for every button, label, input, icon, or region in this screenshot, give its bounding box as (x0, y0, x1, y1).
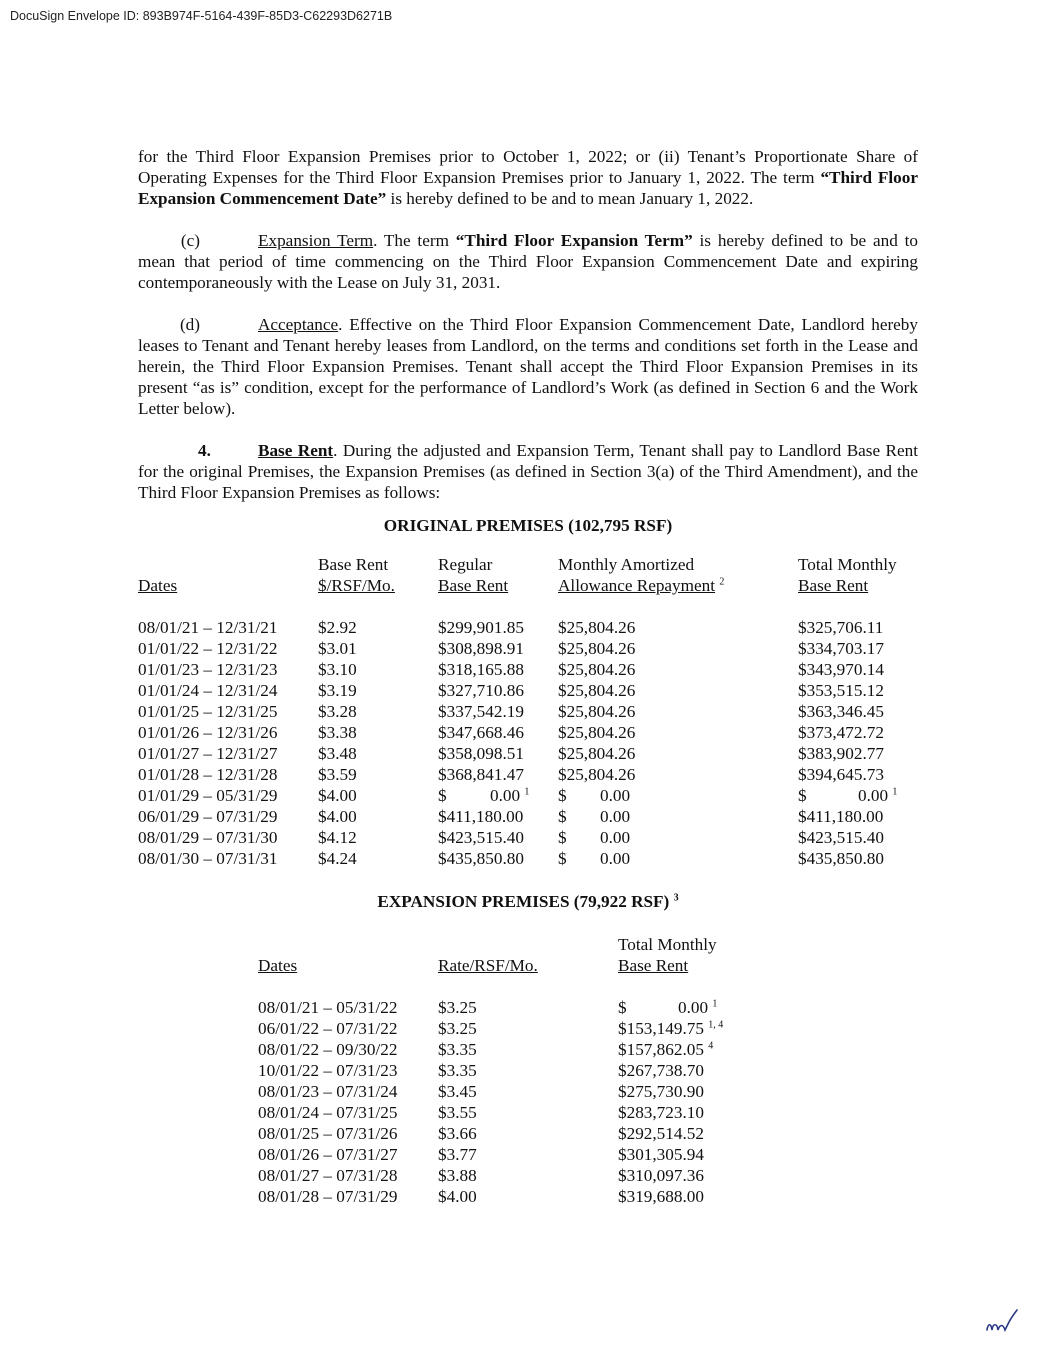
cell-rate: $3.01 (318, 639, 357, 658)
cell-rate: $3.35 (438, 1061, 477, 1080)
cell-total: $334,703.17 (798, 639, 884, 658)
column-header: Total Monthly (618, 935, 717, 954)
cell-dates: 08/01/23 – 07/31/24 (258, 1082, 398, 1101)
cell-total: $383,902.77 (798, 744, 884, 763)
cell-dates: 08/01/30 – 07/31/31 (138, 849, 278, 868)
paragraph-text: . The term (373, 231, 456, 250)
cell-total: $363,346.45 (798, 702, 884, 721)
cell-total: $411,180.00 (798, 807, 884, 826)
cell-total: $353,515.12 (798, 681, 884, 700)
cell-regular: $318,165.88 (438, 660, 524, 679)
cell-rate: $3.59 (318, 765, 357, 784)
defined-term: “Third Floor Expansion Term” (455, 231, 693, 250)
table-row (258, 1039, 818, 1060)
cell-total: $267,738.70 (618, 1061, 704, 1080)
column-header: Total Monthly (798, 555, 897, 574)
cell-rate: $3.55 (438, 1103, 477, 1122)
cell-regular: $327,710.86 (438, 681, 524, 700)
cell-total: $301,305.94 (618, 1145, 704, 1164)
subsection-label: (c) (180, 231, 200, 250)
currency-symbol: $ (558, 807, 567, 826)
cell-dates: 01/01/26 – 12/31/26 (138, 723, 278, 742)
table-row (258, 1123, 818, 1144)
table-row (138, 659, 918, 680)
table-row (138, 638, 918, 659)
cell-amortized: $25,804.26 (558, 702, 636, 721)
cell-rate: $3.88 (438, 1166, 477, 1185)
cell-dates: 08/01/24 – 07/31/25 (258, 1103, 398, 1122)
table-header-row (258, 955, 818, 976)
amount-value: 0.00 (678, 998, 709, 1017)
cell-dates: 08/01/27 – 07/31/28 (258, 1166, 398, 1185)
currency-symbol: $ (558, 786, 567, 805)
cell-dates: 06/01/29 – 07/31/29 (138, 807, 278, 826)
footnote-marker: 1, 4 (708, 1019, 724, 1031)
table-row (258, 997, 818, 1018)
cell-rate: $3.48 (318, 744, 357, 763)
cell-dates: 01/01/22 – 12/31/22 (138, 639, 278, 658)
table-row (138, 785, 918, 806)
column-header: Base Rent (318, 555, 389, 574)
amount-value: 0.00 (600, 828, 631, 847)
table-row (138, 848, 918, 869)
footnote-marker: 1 (892, 786, 898, 798)
table-row (138, 722, 918, 743)
cell-total: $283,723.10 (618, 1103, 704, 1122)
currency-symbol: $ (618, 998, 627, 1017)
cell-total: $394,645.73 (798, 765, 884, 784)
paragraph-text: . During the adjusted and Expansion Term, Tenant shall pay to Landlord Base Rent for the original Premises, the Expansion Premises (as defined in Section 3(a) of the Third Amendment), and the Third Floor Expansion Premises as follows: (138, 441, 918, 502)
amount-value: 0.00 (490, 786, 521, 805)
document-page (138, 146, 918, 1207)
table-row (138, 680, 918, 701)
column-header-rate: Rate/RSF/Mo. (438, 956, 538, 975)
table-row (138, 827, 918, 848)
section-heading: Base Rent (258, 441, 334, 460)
cell-amortized: $25,804.26 (558, 765, 636, 784)
cell-total: $292,514.52 (618, 1124, 704, 1143)
subsection-heading: Acceptance (258, 315, 339, 334)
column-header-regular: Base Rent (438, 576, 509, 595)
table-row (258, 1165, 818, 1186)
subsection-label: (d) (179, 315, 200, 334)
paragraph-acceptance (138, 314, 918, 419)
paragraph-text: is hereby defined to be and to mean that period of time commencing on the Third Floor Expansion Commencement Date and expiring contemporaneously with the Lease on July 31, 2031. (138, 231, 918, 292)
cell-regular: $368,841.47 (438, 765, 524, 784)
cell-total: $153,149.75 (618, 1019, 704, 1038)
column-header: Regular (438, 555, 493, 574)
cell-rate: $3.25 (438, 1019, 477, 1038)
paragraph-continuation (138, 146, 918, 209)
original-premises-table (138, 554, 918, 869)
initials-mark (984, 1308, 1024, 1338)
amount-value: 0.00 (858, 786, 889, 805)
table-row (258, 1144, 818, 1165)
footnote-marker: 2 (719, 576, 725, 588)
cell-dates: 08/01/26 – 07/31/27 (258, 1145, 398, 1164)
table-header-row (138, 575, 918, 596)
cell-amortized: $25,804.26 (558, 744, 636, 763)
cell-amortized: $25,804.26 (558, 639, 636, 658)
cell-regular: $337,542.19 (438, 702, 524, 721)
table-row (138, 764, 918, 785)
table-row (258, 1018, 818, 1039)
column-header: Monthly Amortized (558, 555, 695, 574)
column-header-dates: Dates (138, 576, 178, 595)
currency-symbol: $ (798, 786, 807, 805)
cell-dates: 01/01/23 – 12/31/23 (138, 660, 278, 679)
paragraph-text: . Effective on the Third Floor Expansion Commencement Date, Landlord hereby leases to Tenant and Tenant hereby leases from Landlord, on the terms and conditions set forth in the Lease and herein, the Third Floor Expansion Premises. Tenant shall accept the Third Floor Expansion Premises in its present “as is” condition, except for the performance of Landlord’s Work (as defined in Section 6 and the Work Letter below). (138, 315, 918, 418)
currency-symbol: $ (558, 828, 567, 847)
amount-value: 0.00 (600, 807, 631, 826)
cell-regular: $435,850.80 (438, 849, 524, 868)
column-header-amortized: Allowance Repayment (558, 576, 716, 595)
footnote-marker: 3 (673, 892, 679, 904)
amount-value: 0.00 (600, 849, 631, 868)
cell-rate: $3.19 (318, 681, 357, 700)
cell-dates: 01/01/27 – 12/31/27 (138, 744, 278, 763)
cell-total: $435,850.80 (798, 849, 884, 868)
cell-regular: $299,901.85 (438, 618, 524, 637)
column-header-rate: $/RSF/Mo. (318, 576, 395, 595)
table-row (138, 743, 918, 764)
footnote-marker: 4 (708, 1040, 714, 1052)
amount-value: 0.00 (600, 786, 631, 805)
cell-total: $319,688.00 (618, 1187, 704, 1206)
cell-regular: $347,668.46 (438, 723, 524, 742)
cell-rate: $3.66 (438, 1124, 477, 1143)
defined-term: “Third Floor Expansion Commencement Date” (138, 168, 918, 208)
cell-dates: 08/01/28 – 07/31/29 (258, 1187, 398, 1206)
section-number: 4. (198, 441, 211, 460)
cell-dates: 06/01/22 – 07/31/22 (258, 1019, 398, 1038)
cell-rate: $3.77 (438, 1145, 477, 1164)
cell-total: $373,472.72 (798, 723, 884, 742)
cell-rate: $3.35 (438, 1040, 477, 1059)
cell-total: $310,097.36 (618, 1166, 704, 1185)
cell-amortized: $25,804.26 (558, 618, 636, 637)
cell-rate: $2.92 (318, 618, 357, 637)
paragraph-base-rent (138, 440, 918, 503)
cell-amortized: $25,804.26 (558, 723, 636, 742)
cell-dates: 08/01/29 – 07/31/30 (138, 828, 278, 847)
cell-total: $343,970.14 (798, 660, 884, 679)
cell-rate: $4.00 (438, 1187, 477, 1206)
cell-rate: $3.38 (318, 723, 357, 742)
table-header-row (138, 554, 918, 575)
initials-signature (984, 1308, 1024, 1343)
cell-dates: 01/01/25 – 12/31/25 (138, 702, 278, 721)
subsection-heading: Expansion Term (258, 231, 374, 250)
footnote-marker: 1 (524, 786, 530, 798)
cell-regular: $358,098.51 (438, 744, 524, 763)
cell-regular: $423,515.40 (438, 828, 524, 847)
cell-dates: 10/01/22 – 07/31/23 (258, 1061, 398, 1080)
paragraph-text: for the Third Floor Expansion Premises prior to October 1, 2022; or (ii) Tenant’s Proportionate Share of Operating Expenses for the Third Floor Expansion Premises prior to January 1, 2022. The term (138, 147, 918, 187)
cell-regular: $411,180.00 (438, 807, 524, 826)
cell-regular: $308,898.91 (438, 639, 524, 658)
cell-rate: $3.25 (438, 998, 477, 1017)
cell-rate: $3.28 (318, 702, 357, 721)
currency-symbol: $ (438, 786, 447, 805)
table-row (138, 806, 918, 827)
cell-rate: $3.45 (438, 1082, 477, 1101)
cell-total: $423,515.40 (798, 828, 884, 847)
cell-amortized: $25,804.26 (558, 681, 636, 700)
table-row (258, 1081, 818, 1102)
cell-dates: 01/01/29 – 05/31/29 (138, 786, 278, 805)
cell-total: $157,862.05 (618, 1040, 704, 1059)
footnote-marker: 1 (712, 998, 718, 1010)
expansion-premises-table (258, 934, 818, 1207)
table-row (258, 1060, 818, 1081)
expansion-premises-title (138, 891, 918, 912)
table-row (258, 1186, 818, 1207)
cell-rate: $4.00 (318, 786, 357, 805)
column-header-total: Base Rent (618, 956, 689, 975)
cell-dates: 08/01/25 – 07/31/26 (258, 1124, 398, 1143)
column-header-dates: Dates (258, 956, 298, 975)
cell-dates: 08/01/22 – 09/30/22 (258, 1040, 398, 1059)
paragraph-expansion-term (138, 230, 918, 293)
cell-dates: 08/01/21 – 12/31/21 (138, 618, 278, 637)
expansion-title-text: EXPANSION PREMISES (79,922 RSF) (377, 892, 670, 911)
docusign-envelope-id: DocuSign Envelope ID: 893B974F-5164-439F-85D3-C62293D6271B (10, 9, 393, 23)
original-premises-title: ORIGINAL PREMISES (102,795 RSF) (383, 516, 673, 535)
cell-rate: $4.12 (318, 828, 357, 847)
paragraph-text: is hereby defined to be and to mean January 1, 2022. (386, 189, 754, 208)
cell-total: $275,730.90 (618, 1082, 704, 1101)
table-row (138, 701, 918, 722)
cell-rate: $3.10 (318, 660, 357, 679)
table-header-row (258, 934, 818, 955)
table-row (258, 1102, 818, 1123)
column-header-total: Base Rent (798, 576, 869, 595)
cell-dates: 08/01/21 – 05/31/22 (258, 998, 398, 1017)
table-row (138, 617, 918, 638)
cell-total: $325,706.11 (798, 618, 884, 637)
cell-amortized: $25,804.26 (558, 660, 636, 679)
cell-dates: 01/01/28 – 12/31/28 (138, 765, 278, 784)
cell-rate: $4.24 (318, 849, 357, 868)
currency-symbol: $ (558, 849, 567, 868)
cell-rate: $4.00 (318, 807, 357, 826)
cell-dates: 01/01/24 – 12/31/24 (138, 681, 278, 700)
